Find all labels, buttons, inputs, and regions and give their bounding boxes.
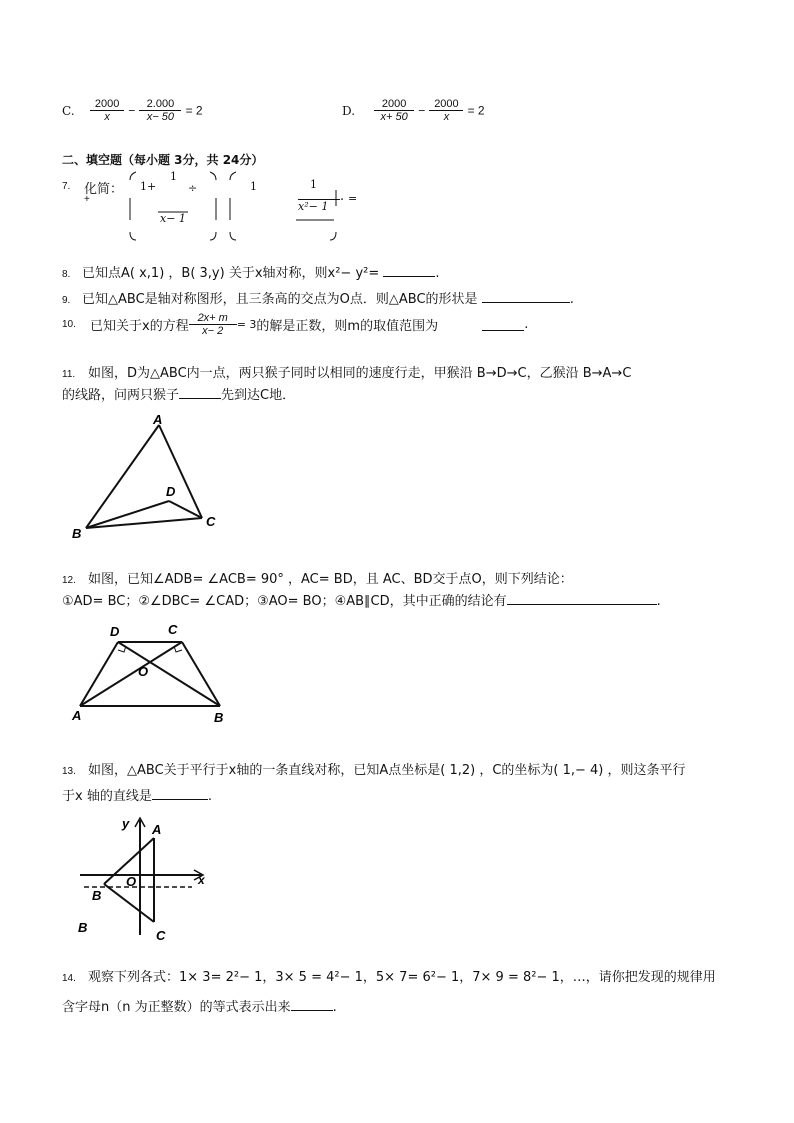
- figure-coordinate-triangle: [70, 810, 220, 950]
- label-c: C: [168, 622, 178, 637]
- option-d-letter: D.: [342, 103, 356, 118]
- fraction: $\frac{2000}{x}$: [429, 98, 463, 123]
- question-11: 11. 如图，D为△ABC内一点，两只猴子同时以相同的速度行走，甲猴沿 B→D→C，乙猴沿 B→A→C: [62, 366, 632, 381]
- figure-quadrilateral-abcd: [66, 618, 236, 728]
- label-d: D: [166, 484, 176, 499]
- answer-blank[interactable]: [383, 264, 435, 277]
- answer-blank[interactable]: [482, 290, 570, 303]
- label-d: D: [110, 624, 120, 639]
- question-7: 7. 化简： + 1+ 1 x− 1 ÷ 1 1 x²− 1 =: [62, 168, 362, 243]
- option-d: D. $\frac{2000}{x+ 50}$ − $\frac{2000}{x}$ = 2: [342, 98, 485, 123]
- question-14: 14. 观察下列各式：1× 3= 2²− 1，3× 5 = 4²− 1，5× 7= 6²− 1，7× 9 = 8²− 1，…，请你把发现的规律用: [62, 970, 716, 985]
- answer-blank[interactable]: [507, 592, 657, 605]
- question-7-answer: .: [298, 187, 344, 204]
- question-13-line2: 于x 轴的直线是 .: [62, 789, 212, 804]
- question-10: 10. 已知关于x的方程 $\frac{2x+ m}{x- 2}$ = 3的解是正数，则m的取值范围为 .: [62, 312, 529, 337]
- option-c: C. $\frac{2000}{x}$ − $\frac{2.000}{x- 50}$ = 2: [62, 98, 203, 123]
- label-b: B: [214, 710, 224, 725]
- answer-blank[interactable]: [298, 187, 340, 200]
- label-c: C: [156, 928, 166, 943]
- label-b: B: [92, 888, 102, 903]
- question-14-line2: 含字母n（n 为正整数）的等式表示出来 .: [62, 1000, 337, 1015]
- question-13: 13. 如图，△ABC关于平行于x轴的一条直线对称，已知A点坐标是( 1,2) ，C的坐标为( 1,− 4) ，则这条平行: [62, 763, 686, 778]
- label-a: A: [153, 412, 163, 427]
- figure-triangle-abcd: [66, 410, 236, 545]
- label-x: x: [198, 873, 205, 887]
- option-c-letter: C.: [62, 103, 75, 118]
- question-9: 9. 已知△ABC是轴对称图形，且三条高的交点为O点．则△ABC的形状是 .: [62, 292, 574, 307]
- section-heading: 二、填空题（每小题 3分，共 24分）: [62, 153, 264, 167]
- label-a: A: [72, 708, 82, 723]
- answer-blank[interactable]: [179, 386, 221, 399]
- fraction: $\frac{2000}{x+ 50}$: [374, 98, 414, 123]
- label-o: O: [138, 664, 149, 679]
- answer-blank[interactable]: [152, 787, 208, 800]
- label-y: y: [122, 816, 130, 831]
- label-o: O: [126, 874, 137, 889]
- question-11-line2: 的线路，问两只猴子 先到达C地．: [62, 388, 296, 403]
- question-12: 12. 如图，已知∠ADB= ∠ACB= 90° ，AC= BD，且 AC、BD交于点O，则下列结论：: [62, 572, 573, 587]
- label-b: B: [72, 526, 82, 541]
- fraction: $\frac{2x+ m}{x- 2}$: [189, 312, 237, 337]
- answer-blank[interactable]: [482, 318, 524, 331]
- fraction: $\frac{2.000}{x- 50}$: [139, 98, 181, 123]
- label-b-lower: B: [78, 920, 88, 935]
- question-12-line2: ①AD= BC；②∠DBC= ∠CAD；③AO= BO；④AB∥CD，其中正确的结论有 .: [62, 594, 661, 609]
- answer-blank[interactable]: [291, 998, 333, 1011]
- fraction: $\frac{2000}{x}$: [90, 98, 124, 123]
- label-a: A: [152, 822, 162, 837]
- label-c: C: [206, 514, 216, 529]
- question-8: 8. 已知点A( x,1) ，B( 3,y) 关于x轴对称，则x²− y²= .: [62, 266, 440, 281]
